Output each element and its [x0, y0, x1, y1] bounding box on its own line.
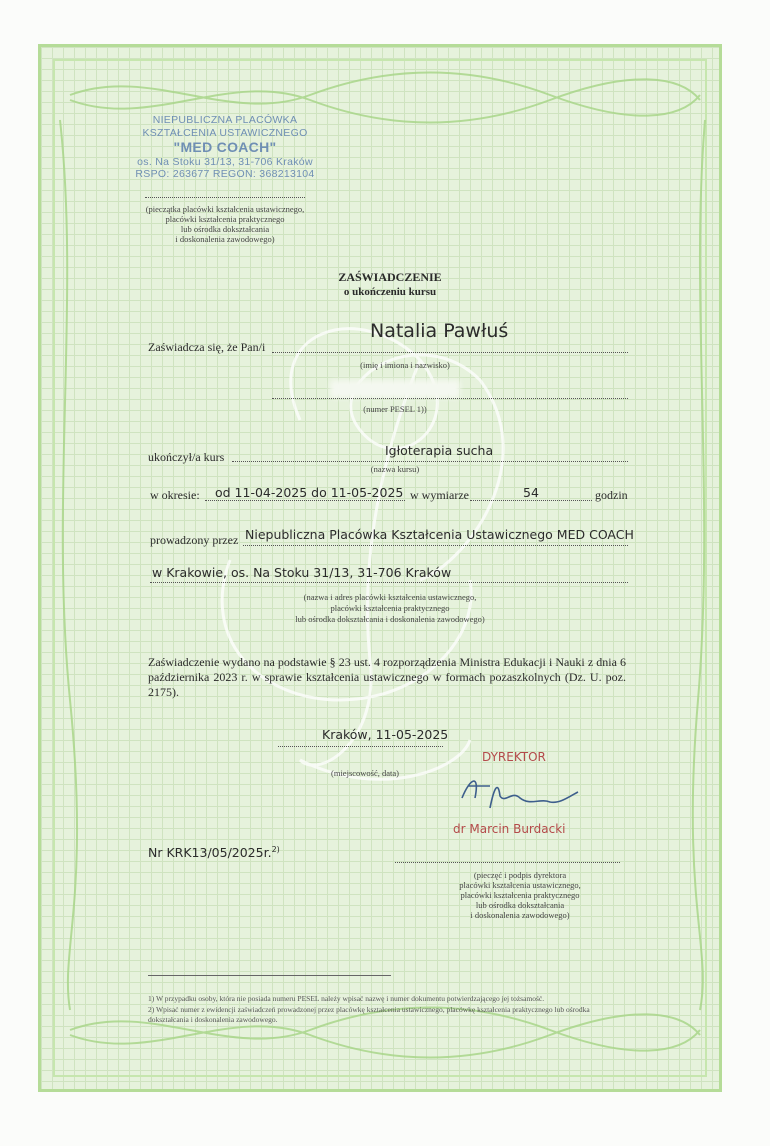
pesel-caption: (numer PESEL 1)) [363, 404, 427, 414]
signature-image [450, 768, 590, 818]
provider-caption: placówki kształcenia praktycznego [330, 603, 450, 613]
director-caption: (pieczęć i podpis dyrektora [473, 870, 567, 880]
director-title: DYREKTOR [482, 750, 546, 764]
redacted-pesel [330, 380, 460, 398]
course-name: Igłoterapia sucha [385, 443, 494, 458]
stamp-line: os. Na Stoku 31/13, 31-706 Kraków [137, 156, 313, 168]
footnote-2: 2) Wpisać numer z ewidencji zaświadczeń prowadzonej przez placówkę kształcenia ustawicznego, placówkę kształcenia praktycznego lub ośrodka dokształcania i doskonalenia zawodowego. [148, 1005, 590, 1024]
provider-caption: lub ośrodka dokształcania i doskonalenia zawodowego) [295, 614, 485, 624]
person-label: Zaświadcza się, że Pan/i [148, 340, 266, 354]
provider-caption: (nazwa i adres placówki kształcenia ustawicznego, [303, 592, 477, 602]
stamp-caption: (pieczątka placówki kształcenia ustawicznego, [145, 204, 305, 214]
director-caption: placówki kształcenia praktycznego [460, 890, 580, 900]
document-title: ZAŚWIADCZENIE [338, 270, 442, 284]
provider-label: prowadzony przez [150, 533, 239, 547]
place-date: Kraków, 11-05-2025 [322, 727, 449, 742]
period-dotted-line [205, 500, 405, 501]
hours-value: 54 [523, 485, 539, 500]
hours-label: w wymiarze [410, 488, 469, 502]
pesel-dotted-line [272, 398, 628, 399]
stamp-caption: lub ośrodka dokształcania [180, 224, 270, 234]
director-dotted-line [395, 862, 620, 863]
place-date-caption: (miejscowość, data) [331, 768, 399, 778]
provider-address: w Krakowie, os. Na Stoku 31/13, 31-706 Kraków [152, 565, 452, 580]
provider-address-dotted-line [150, 582, 628, 583]
footnote-separator [148, 975, 391, 976]
certificate-number [148, 845, 280, 860]
stamp-line: "MED COACH" [173, 139, 277, 155]
certificate-number-value: Nr KRK13/05/2025r. [148, 845, 272, 861]
place-date-dotted-line [278, 746, 443, 747]
hours-unit: godzin [595, 488, 628, 502]
director-name: dr Marcin Burdacki [453, 822, 566, 836]
stamp-caption: i doskonalenia zawodowego) [175, 234, 275, 244]
stamp-line: RSPO: 263677 REGON: 368213104 [135, 168, 315, 180]
period-label: w okresie: [150, 488, 200, 502]
director-caption: i doskonalenia zawodowego) [470, 910, 570, 920]
provider-dotted-line [243, 545, 628, 546]
name-caption: (imię i imiona i nazwisko) [360, 360, 450, 370]
course-caption: (nazwa kursu) [370, 464, 420, 474]
hours-dotted-line [470, 500, 592, 501]
course-dotted-line [232, 461, 628, 462]
stamp-line: KSZTAŁCENIA USTAWICZNEGO [142, 127, 308, 139]
stamp-dotted-line [145, 197, 305, 198]
director-caption: placówki kształcenia ustawicznego, [459, 880, 581, 890]
footnote-ref: 2) [271, 845, 280, 854]
course-label: ukończył/a kurs [148, 450, 225, 464]
name-dotted-line [272, 352, 628, 353]
footnote-1: 1) W przypadku osoby, która nie posiada numeru PESEL należy wpisać nazwę i numer dokumentu potwierdzającego jej tożsamość. [148, 994, 545, 1003]
legal-basis-text: Zaświadczenie wydano na podstawie § 23 ust. 4 rozporządzenia Ministra Edukacji i Nauki z dnia 6 października 2023 r. w sprawie kształcenia ustawicznego w formach pozaszkolnych (Dz. U. poz. 2175). [148, 655, 626, 699]
director-caption: lub ośrodka dokształcania [475, 900, 565, 910]
provider-name: Niepubliczna Placówka Kształcenia Ustawicznego MED COACH [245, 527, 634, 542]
stamp-line: NIEPUBLICZNA PLACÓWKA [152, 114, 298, 126]
document-subtitle: o ukończeniu kursu [343, 286, 437, 298]
period-value: od 11-04-2025 do 11-05-2025 [215, 485, 404, 500]
person-name: Natalia Pawłuś [370, 320, 509, 342]
stamp-caption: placówki kształcenia praktycznego [165, 214, 285, 224]
